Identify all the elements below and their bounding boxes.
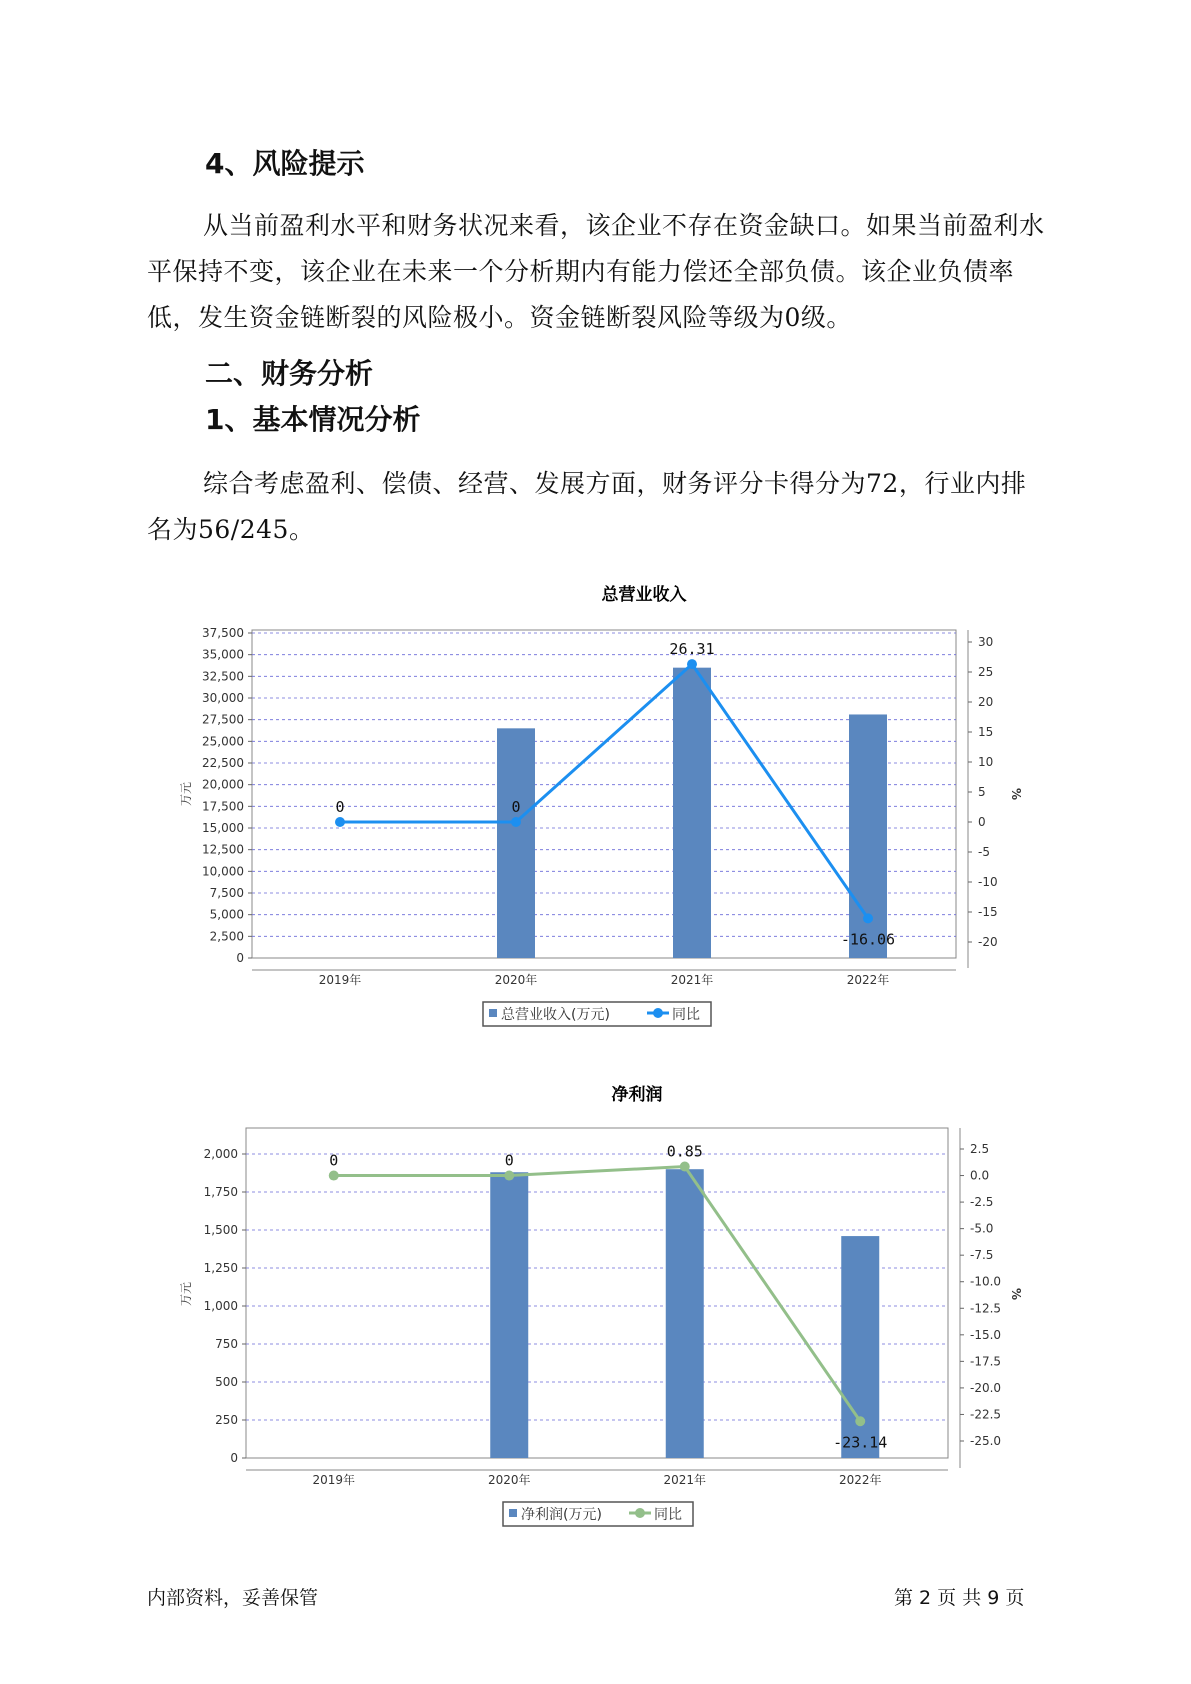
risk-paragraph: 从当前盈利水平和财务状况来看，该企业不存在资金缺口。如果当前盈利水平保持不变，该企业在未来一个分析期内有能力偿还全部负债。该企业负债率低，发生资金链断裂的风险极小。资金链断裂风险等级为0级。 (147, 211, 1045, 332)
y-tick-label: 0 (236, 951, 244, 965)
y-tick-label: 7,500 (209, 886, 244, 900)
y2-tick-label: -10 (978, 875, 998, 889)
legend-line-label: 同比 (672, 1007, 700, 1023)
y-axis-label: 万元 (179, 781, 193, 807)
legend-bar-swatch (509, 1509, 517, 1517)
sub-heading-basic: 1、基本情况分析 (205, 403, 421, 436)
line-point (855, 1416, 865, 1426)
revenue-chart-svg (0, 574, 1191, 1034)
legend (483, 1002, 711, 1026)
y-tick-label: 32,500 (202, 669, 244, 684)
net-profit-chart (0, 1074, 1191, 1534)
legend-line-marker (635, 1508, 645, 1518)
x-tick-label: 2022年 (846, 973, 890, 987)
y-tick-label: 500 (215, 1375, 238, 1389)
y2-axis-label: % (1009, 1287, 1023, 1301)
y2-tick-label: -15 (978, 905, 998, 919)
y2-tick-label: -2.5 (970, 1195, 994, 1210)
line-point (329, 1171, 339, 1181)
line-point (680, 1162, 690, 1172)
y-tick-label: 1,000 (203, 1299, 238, 1313)
line-point (504, 1171, 514, 1181)
chart-title: 净利润 (611, 1085, 663, 1105)
y2-tick-label: 30 (978, 635, 994, 649)
section-heading-risk: 4、风险提示 (205, 147, 365, 180)
y-tick-label: 30,000 (202, 691, 244, 705)
bar (497, 728, 535, 958)
y2-tick-label: -20.0 (970, 1380, 1002, 1395)
y2-axis-label: % (1009, 787, 1023, 801)
y-tick-label: 5,000 (209, 907, 244, 922)
y2-tick-label: -20 (978, 935, 998, 949)
x-tick-label: 2019年 (312, 1473, 356, 1487)
y-tick-label: 1,750 (203, 1185, 238, 1199)
y2-tick-label: 5 (978, 785, 986, 799)
data-label: 26.31 (669, 640, 715, 659)
legend (503, 1502, 693, 1526)
data-label: 0 (504, 1151, 514, 1170)
footer-confidential: 内部资料，妥善保管 (147, 1587, 319, 1609)
y2-tick-label: 25 (978, 665, 994, 679)
y-tick-label: 1,250 (203, 1261, 238, 1275)
x-tick-label: 2020年 (487, 1473, 531, 1487)
y-tick-label: 12,500 (202, 842, 244, 857)
y-tick-label: 750 (215, 1337, 238, 1351)
data-label: 0 (329, 1151, 339, 1170)
x-tick-label: 2022年 (838, 1473, 882, 1487)
y2-tick-label: -10.0 (970, 1274, 1002, 1289)
y2-tick-label: -15.0 (970, 1327, 1002, 1342)
legend-bar-label: 净利润(万元) (521, 1507, 602, 1523)
data-label: 0.85 (666, 1142, 703, 1161)
y-tick-label: 2,000 (203, 1147, 238, 1161)
y2-tick-label: 15 (978, 725, 994, 739)
y-tick-label: 37,500 (202, 626, 244, 640)
y2-tick-label: -5 (978, 845, 990, 859)
revenue-chart (0, 574, 1191, 1034)
y2-tick-label: -22.5 (970, 1407, 1002, 1422)
bar (490, 1172, 528, 1458)
y-axis-label: 万元 (179, 1281, 193, 1307)
bar (673, 668, 711, 958)
line-point (335, 817, 345, 827)
x-tick-label: 2019年 (318, 973, 362, 987)
legend-line-marker (653, 1008, 663, 1018)
y-tick-label: 250 (215, 1413, 238, 1427)
y-tick-label: 35,000 (202, 647, 244, 662)
data-label: 0 (511, 798, 521, 816)
line-point (687, 659, 697, 669)
section-heading-finance: 二、财务分析 (205, 357, 374, 390)
x-tick-label: 2021年 (663, 1473, 707, 1487)
y-tick-label: 0 (230, 1451, 238, 1465)
legend-line-label: 同比 (654, 1507, 682, 1523)
y-tick-label: 2,500 (209, 929, 244, 944)
basic-paragraph: 综合考虑盈利、偿债、经营、发展方面，财务评分卡得分为72，行业内排名为56/245。 (147, 469, 1027, 544)
y2-tick-label: -5.0 (970, 1221, 994, 1236)
y2-tick-label: -12.5 (970, 1301, 1002, 1316)
x-tick-label: 2021年 (670, 973, 714, 987)
x-tick-label: 2020年 (494, 973, 538, 987)
y2-tick-label: -25.0 (970, 1434, 1002, 1448)
chart-title: 总营业收入 (601, 585, 687, 605)
y2-tick-label: 0.0 (970, 1168, 990, 1183)
y2-tick-label: 2.5 (970, 1142, 990, 1156)
line-point (511, 817, 521, 827)
y-tick-label: 20,000 (202, 777, 244, 792)
data-label: -23.14 (833, 1433, 888, 1452)
y-tick-label: 27,500 (202, 712, 244, 727)
footer-page-number: 第 2 页 共 9 页 (894, 1587, 1025, 1609)
y-tick-label: 10,000 (202, 864, 244, 879)
y-tick-label: 17,500 (202, 799, 244, 814)
data-label: 0 (335, 798, 345, 816)
net-profit-chart-svg (0, 1074, 1191, 1534)
y2-tick-label: 20 (978, 695, 994, 709)
line-point (863, 913, 873, 923)
y-tick-label: 15,000 (202, 821, 244, 835)
y2-tick-label: 0 (978, 815, 986, 829)
y2-tick-label: -7.5 (970, 1248, 994, 1263)
y2-tick-label: 10 (978, 755, 994, 769)
y-tick-label: 1,500 (203, 1223, 238, 1237)
data-label: -16.06 (840, 930, 896, 949)
legend-bar-swatch (489, 1009, 497, 1017)
y-tick-label: 22,500 (202, 756, 244, 770)
legend-bar-label: 总营业收入(万元) (501, 1007, 610, 1023)
bar (666, 1169, 704, 1458)
y2-tick-label: -17.5 (970, 1354, 1002, 1369)
y-tick-label: 25,000 (202, 734, 244, 749)
